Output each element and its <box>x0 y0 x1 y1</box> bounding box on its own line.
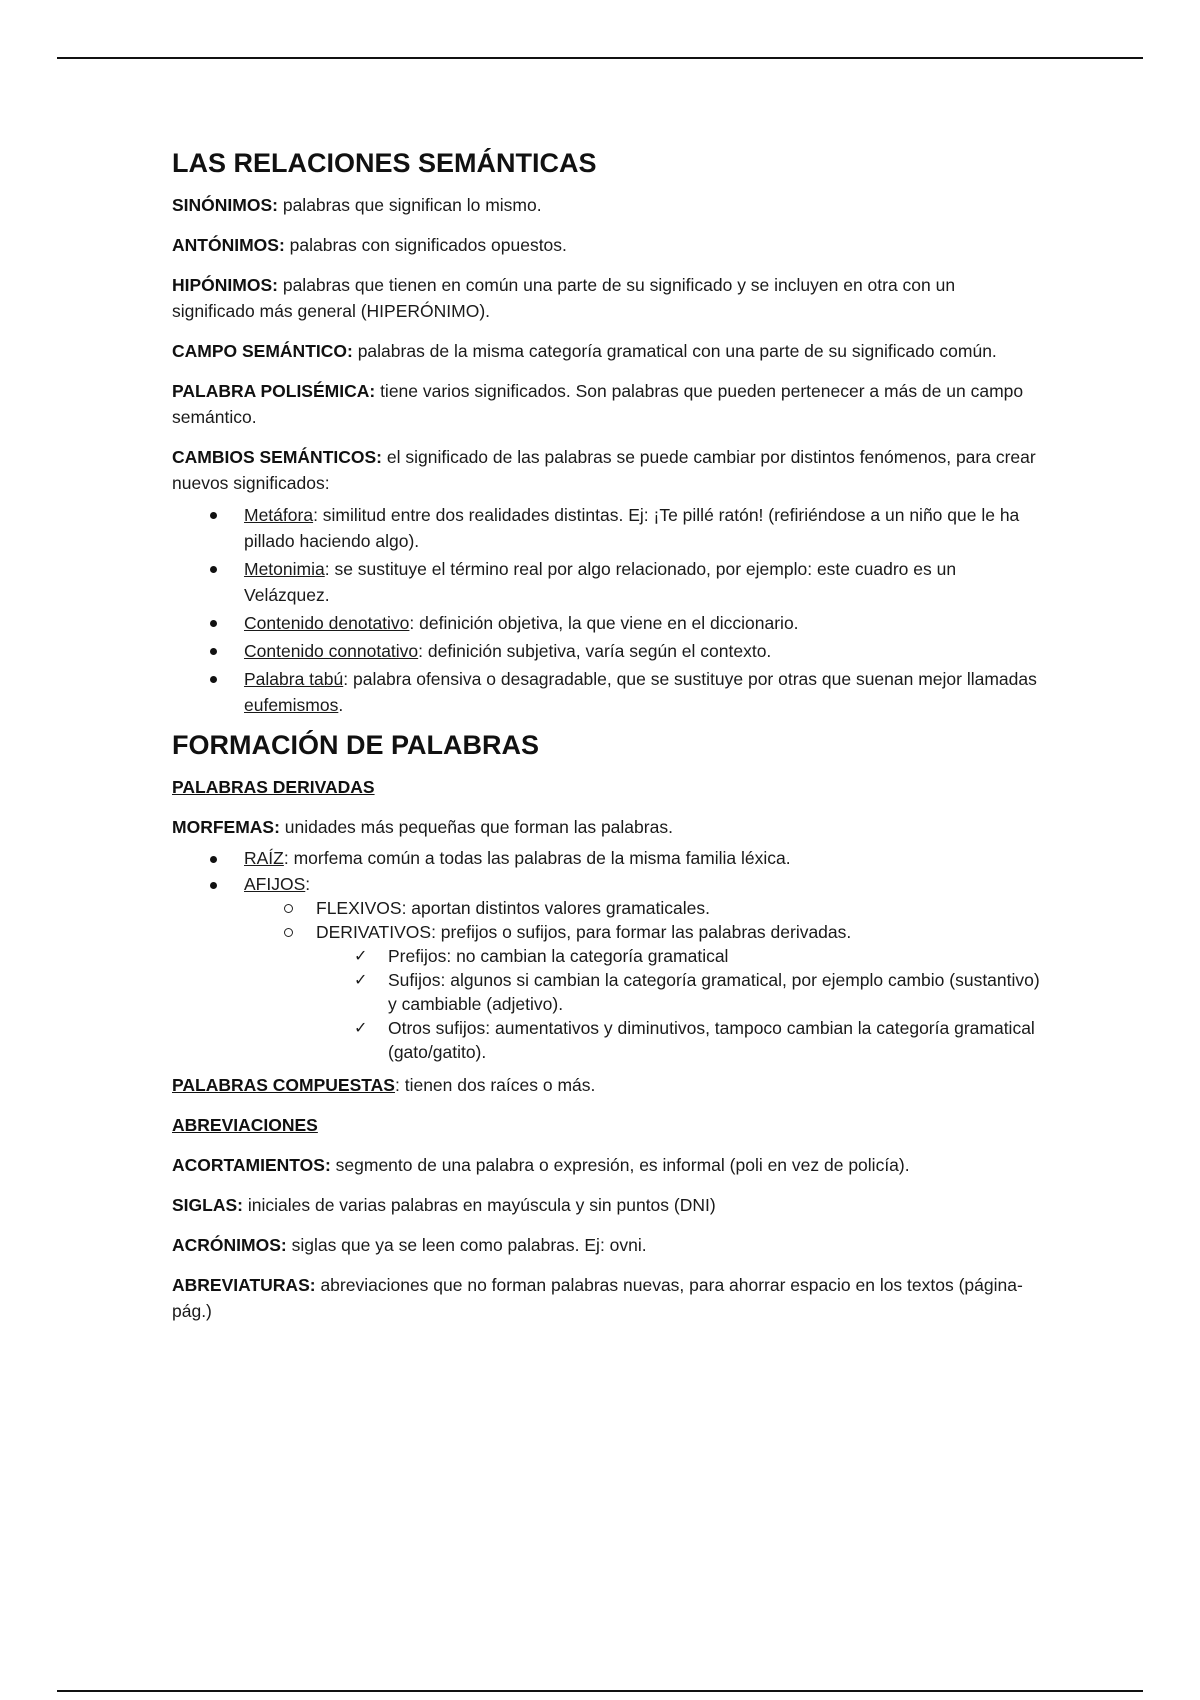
definition-text: tiene varios significados. Son palabras que pueden pertenecer a más de un campo semántico. <box>172 381 1024 427</box>
document-body <box>172 146 1042 1338</box>
item-label: Contenido denotativo <box>244 613 410 633</box>
definition-text: : tienen dos raíces o más. <box>394 1075 596 1095</box>
definition-text: abreviaciones que no forman palabras nuevas, para ahorrar espacio en los textos (página- pág.) <box>172 1275 1023 1321</box>
check-item-text: Prefijos: no cambian la categoría gramatical <box>388 946 729 966</box>
term-label: ANTÓNIMOS: <box>172 235 285 255</box>
definition-text: siglas que ya se leen como palabras. Ej: ovni. <box>286 1235 647 1255</box>
item-text: : <box>305 874 311 894</box>
definition-sinonimos <box>172 192 1042 218</box>
item-text: : similitud entre dos realidades distintas. Ej: ¡Te pillé ratón! (refiriéndose a un niño que le ha pillado haciendo algo). <box>244 505 1020 551</box>
list-item <box>244 610 1042 636</box>
definition-polisemica <box>172 378 1042 430</box>
item-label: AFIJOS <box>244 874 306 894</box>
list-item <box>244 638 1042 664</box>
section-title-relaciones: LAS RELACIONES SEMÁNTICAS <box>172 148 597 178</box>
definition-text: palabras que significan lo mismo. <box>277 195 542 215</box>
cambios-list <box>172 502 1042 718</box>
term-label: ACORTAMIENTOS: <box>172 1155 331 1175</box>
item-text: : definición objetiva, la que viene en el diccionario. <box>409 613 799 633</box>
item-text: : definición subjetiva, varía según el contexto. <box>418 641 772 661</box>
definition-morfemas <box>172 814 1042 840</box>
check-icon: ✓ <box>354 970 368 989</box>
list-item <box>244 666 1042 718</box>
check-icon: ✓ <box>354 946 368 965</box>
sublist-item-derivativos <box>316 920 1042 1064</box>
term-label: ABREVIATURAS: <box>172 1275 316 1295</box>
check-item <box>354 944 1042 968</box>
check-item <box>354 1016 1042 1064</box>
definition-abreviaturas <box>172 1272 1042 1324</box>
sublist-item-flexivos: FLEXIVOS: aportan distintos valores gramaticales. <box>316 896 1042 920</box>
item-label: Metáfora <box>244 505 314 525</box>
definition-text: iniciales de varias palabras en mayúscula y sin puntos (DNI) <box>242 1195 716 1215</box>
subheading-derivadas <box>172 774 1042 800</box>
term-label: MORFEMAS: <box>172 817 280 837</box>
list-item-raiz <box>244 846 1042 870</box>
item-text: : morfema común a todas las palabras de la misma familia léxica. <box>283 848 791 868</box>
definition-acortamientos <box>172 1152 1042 1178</box>
header-rule <box>57 57 1143 59</box>
list-item <box>244 556 1042 608</box>
definition-hiponimos <box>172 272 1042 324</box>
sublist-item-text: DERIVATIVOS: prefijos o sufijos, para formar las palabras derivadas. <box>316 922 852 942</box>
term-label: CAMBIOS SEMÁNTICOS: <box>172 447 382 467</box>
definition-campo-semantico <box>172 338 1042 364</box>
definition-text: palabras de la misma categoría gramatical con una parte de su significado común. <box>352 341 997 361</box>
subheading-text: ABREVIACIONES <box>172 1115 318 1135</box>
derivativos-checklist <box>316 944 1042 1064</box>
item-label: Palabra tabú <box>244 669 344 689</box>
definition-text: palabras con significados opuestos. <box>284 235 567 255</box>
subheading-text: PALABRAS DERIVADAS <box>172 777 375 797</box>
item-label: RAÍZ <box>244 848 284 868</box>
term-label: CAMPO SEMÁNTICO: <box>172 341 353 361</box>
check-item-text: Otros sufijos: aumentativos y diminutivos, tampoco cambian la categoría gramatical (gato/gatito). <box>388 1018 1035 1062</box>
item-label: Contenido connotativo <box>244 641 419 661</box>
definition-cambios-semanticos <box>172 444 1042 496</box>
definition-text: el significado de las palabras se puede cambiar por distintos fenómenos, para crear nuevos significados: <box>172 447 1036 493</box>
term-label: SINÓNIMOS: <box>172 195 278 215</box>
check-item-text: Sufijos: algunos si cambian la categoría gramatical, por ejemplo cambio (sustantivo) y cambiable (adjetivo). <box>388 970 1040 1014</box>
term-label: SIGLAS: <box>172 1195 243 1215</box>
definition-acronimos <box>172 1232 1042 1258</box>
definition-text: unidades más pequeñas que forman las palabras. <box>279 817 673 837</box>
afijos-sublist <box>244 896 1042 1064</box>
definition-antonimos <box>172 232 1042 258</box>
definition-siglas <box>172 1192 1042 1218</box>
list-item-afijos <box>244 872 1042 1064</box>
definition-text: segmento de una palabra o expresión, es informal (poli en vez de policía). <box>330 1155 910 1175</box>
definition-compuestas <box>172 1072 1042 1098</box>
morfemas-list <box>172 846 1042 1064</box>
term-label: HIPÓNIMOS: <box>172 275 278 295</box>
item-text: : palabra ofensiva o desagradable, que se sustituye por otras que suenan mejor llamadas <box>343 669 1037 689</box>
item-text: : se sustituye el término real por algo relacionado, por ejemplo: este cuadro es un Velázquez. <box>244 559 957 605</box>
list-item <box>244 502 1042 554</box>
item-tail: . <box>338 695 344 715</box>
footer-rule <box>57 1690 1143 1692</box>
check-item <box>354 968 1042 1016</box>
subheading-abreviaciones <box>172 1112 1042 1138</box>
definition-text: palabras que tienen en común una parte de su significado y se incluyen en otra con un significado más general (HIPERÓNIMO). <box>172 275 956 321</box>
item-underlined-word: eufemismos <box>244 695 339 715</box>
term-label: PALABRAS COMPUESTAS <box>172 1075 395 1095</box>
check-icon: ✓ <box>354 1018 368 1037</box>
term-label: ACRÓNIMOS: <box>172 1235 287 1255</box>
item-label: Metonimia <box>244 559 325 579</box>
term-label: PALABRA POLISÉMICA: <box>172 381 376 401</box>
section-title-formacion: FORMACIÓN DE PALABRAS <box>172 730 539 760</box>
